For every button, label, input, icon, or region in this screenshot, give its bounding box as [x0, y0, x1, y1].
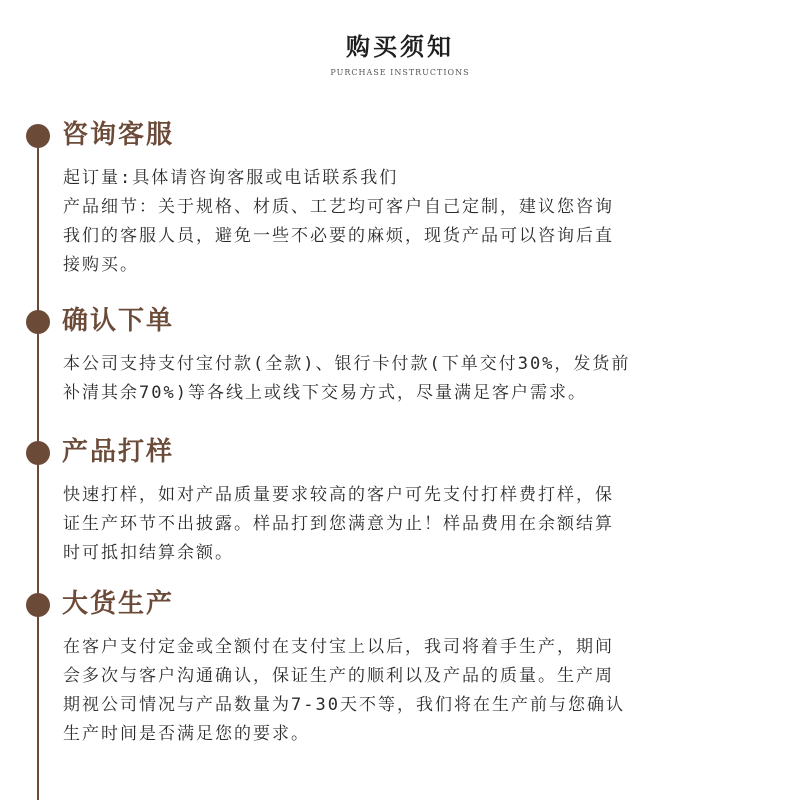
timeline-dot-icon: [26, 310, 50, 334]
timeline-dot-icon: [26, 124, 50, 148]
section-body: [63, 164, 763, 280]
section-body: [63, 633, 763, 749]
body-line: 快速打样，如对产品质量要求较高的客户可先支付打样费打样，保: [63, 485, 614, 505]
section-title: 确认下单: [62, 306, 175, 336]
body-line: 起订量:具体请咨询客服或电话联系我们: [63, 168, 399, 188]
timeline-dot-icon: [26, 441, 50, 465]
body-line: 补清其余70%)等各线上或线下交易方式，尽量满足客户需求。: [63, 383, 587, 403]
timeline-line: [37, 134, 39, 800]
section-body: [63, 350, 763, 408]
body-line: 在客户支付定金或全额付在支付宝上以后，我司将着手生产，期间: [63, 637, 614, 657]
page-title: 购买须知: [346, 32, 454, 61]
body-line: 生产时间是否满足您的要求。: [63, 724, 310, 744]
timeline-dot-icon: [26, 593, 50, 617]
body-line: 产品细节：关于规格、材质、工艺均可客户自己定制，建议您咨询: [63, 197, 614, 217]
body-line: 本公司支持支付宝付款(全款)、银行卡付款(下单交付30%，发货前: [63, 354, 631, 374]
body-line: 期视公司情况与产品数量为7-30天不等，我们将在生产前与您确认: [63, 695, 625, 715]
body-line: 时可抵扣结算余额。: [63, 543, 234, 563]
section-body: [63, 481, 763, 568]
body-line: 会多次与客户沟通确认，保证生产的顺利以及产品的质量。生产周: [63, 666, 614, 686]
body-line: 证生产环节不出披露。样品打到您满意为止！样品费用在余额结算: [63, 514, 614, 534]
page-header: [0, 30, 800, 77]
body-line: 我们的客服人员，避免一些不必要的麻烦，现货产品可以咨询后直: [63, 226, 614, 246]
section-title: 产品打样: [62, 437, 175, 467]
section-title: 大货生产: [62, 589, 175, 619]
body-line: 接购买。: [63, 255, 139, 275]
section-title: 咨询客服: [62, 120, 175, 150]
page-subtitle: PURCHASE INSTRUCTIONS: [330, 68, 470, 77]
